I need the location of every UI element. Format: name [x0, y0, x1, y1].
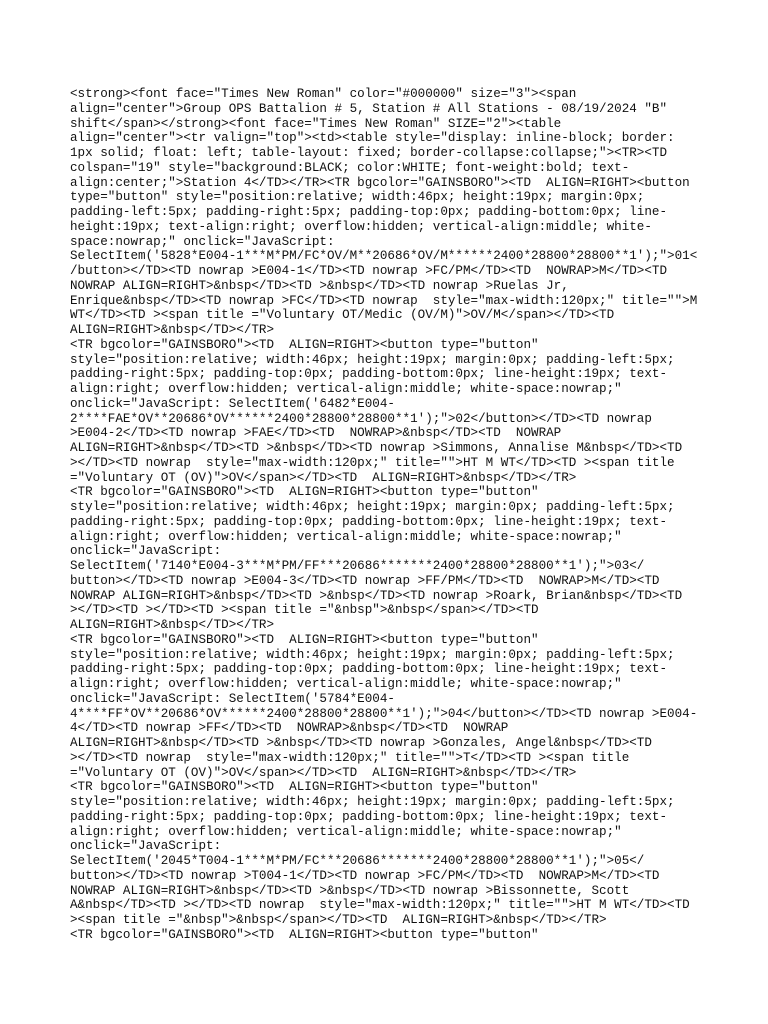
code-line: ><span title ="&nbsp">&nbsp</span></TD><TD ALIGN=RIGHT>&nbsp</TD></TR> [70, 913, 607, 927]
code-line: onclick="JavaScript: SelectItem('6482*E004- [70, 396, 395, 411]
code-line: SelectItem('5828*E004-1***M*PM/FC*OV/M**20686*OV/M******2400*28800*28800**1');">01< [70, 249, 698, 264]
code-line: >E004-2</TD><TD nowrap >FAE</TD><TD NOWRAP>&nbsp</TD><TD NOWRAP [70, 426, 562, 441]
code-line: onclick="JavaScript: [70, 544, 222, 559]
code-line: button></TD><TD nowrap >E004-3</TD><TD nowrap >FF/PM</TD><TD NOWRAP>M</TD><TD [70, 573, 660, 588]
code-line: align:center;">Station 4</TD></TR><TR bgcolor="GAINSBORO"><TD ALIGN=RIGHT><button [70, 175, 690, 190]
code-line: 4****FF*OV**20686*OV******2400*28800*28800**1');">04</button></TD><TD nowrap >E004- [70, 706, 698, 721]
code-line: <TR bgcolor="GAINSBORO"><TD ALIGN=RIGHT><button type="button" [70, 485, 539, 500]
code-line: type="button" style="position:relative; width:46px; height:19px; margin:0px; [70, 190, 645, 205]
code-line: ></TD><TD nowrap style="max-width:120px;" title="">HT M WT</TD><TD ><span title [70, 455, 675, 470]
code-line: padding-right:5px; padding-top:0px; padding-bottom:0px; line-height:19px; text- [70, 662, 668, 677]
code-line: SelectItem('2045*T004-1***M*PM/FC***20686*******2400*28800*28800**1');">05</ [70, 854, 645, 868]
code-line: NOWRAP ALIGN=RIGHT>&nbsp</TD><TD >&nbsp</TD><TD nowrap >Bissonnette, Scott [70, 883, 630, 898]
code-line: 2****FAE*OV**20686*OV******2400*28800*28800**1');">02</button></TD><TD nowrap [70, 411, 652, 426]
code-line: align:right; overflow:hidden; vertical-align:middle; white-space:nowrap;" [70, 824, 622, 839]
code-line: 1px solid; float: left; table-layout: fixed; border-collapse:collapse;"><TR><TD [70, 146, 668, 160]
code-line: button></TD><TD nowrap >T004-1</TD><TD nowrap >FC/PM</TD><TD NOWRAP>M</TD><TD [70, 868, 660, 883]
code-line: space:nowrap;" onclick="JavaScript: [70, 234, 335, 249]
code-line: shift</span></strong><font face="Times New Roman" SIZE="2"><table [70, 116, 562, 131]
code-line: padding-right:5px; padding-top:0px; padding-bottom:0px; line-height:19px; text- [70, 809, 668, 824]
code-line: ="Voluntary OT (OV)">OV</span></TD><TD ALIGN=RIGHT>&nbsp</TD></TR> [70, 765, 577, 780]
code-line: ALIGN=RIGHT>&nbsp</TD><TD >&nbsp</TD><TD nowrap >Simmons, Annalise M&nbsp</TD><TD [70, 441, 683, 455]
code-line: height:19px; text-align:right; overflow:hidden; vertical-align:middle; white- [70, 219, 652, 234]
code-line: ="Voluntary OT (OV)">OV</span></TD><TD ALIGN=RIGHT>&nbsp</TD></TR> [70, 470, 577, 485]
code-line: Enrique&nbsp</TD><TD nowrap >FC</TD><TD nowrap style="max-width:120px;" title="">M [70, 293, 698, 308]
code-line: align:right; overflow:hidden; vertical-align:middle; white-space:nowrap;" [70, 382, 622, 396]
code-line: <TR bgcolor="GAINSBORO"><TD ALIGN=RIGHT><button type="button" [70, 780, 539, 795]
source-code-document [70, 87, 710, 943]
code-line: colspan="19" style="background:BLACK; color:WHITE; font-weight:bold; text- [70, 160, 630, 175]
code-line: SelectItem('7140*E004-3***M*PM/FF***20686*******2400*28800*28800**1');">03</ [70, 559, 645, 573]
code-line: <TR bgcolor="GAINSBORO"><TD ALIGN=RIGHT><button type="button" [70, 632, 539, 647]
code-line: ALIGN=RIGHT>&nbsp</TD></TR> [70, 323, 275, 337]
code-line: align="center">Group OPS Battalion # 5, Station # All Stations - 08/19/2024 "B" [70, 101, 668, 116]
code-line: 4</TD><TD nowrap >FF</TD><TD NOWRAP>&nbsp</TD><TD NOWRAP [70, 721, 509, 736]
code-line: align="center"><tr valign="top"><td><table style="display: inline-block; border: [70, 131, 675, 146]
code-line: style="position:relative; width:46px; height:19px; margin:0px; padding-left:5px; [70, 647, 675, 662]
code-line: ></TD><TD nowrap style="max-width:120px;" title="">T</TD><TD ><span title [70, 750, 630, 765]
code-line: WT</TD><TD ><span title ="Voluntary OT/Medic (OV/M)">OV/M</span></TD><TD [70, 308, 615, 323]
code-line: style="position:relative; width:46px; height:19px; margin:0px; padding-left:5px; [70, 500, 675, 514]
code-line: /button></TD><TD nowrap >E004-1</TD><TD nowrap >FC/PM</TD><TD NOWRAP>M</TD><TD [70, 264, 668, 278]
code-line: NOWRAP ALIGN=RIGHT>&nbsp</TD><TD >&nbsp</TD><TD nowrap >Roark, Brian&nbsp</TD><TD [70, 588, 683, 603]
code-line: padding-right:5px; padding-top:0px; padding-bottom:0px; line-height:19px; text- [70, 514, 668, 529]
code-line: NOWRAP ALIGN=RIGHT>&nbsp</TD><TD >&nbsp</TD><TD nowrap >Ruelas Jr, [70, 278, 569, 293]
code-line: <TR bgcolor="GAINSBORO"><TD ALIGN=RIGHT><button type="button" [70, 927, 539, 942]
code-line: onclick="JavaScript: SelectItem('5784*E004- [70, 691, 395, 706]
code-line: style="position:relative; width:46px; height:19px; margin:0px; padding-left:5px; [70, 795, 675, 809]
code-line: <TR bgcolor="GAINSBORO"><TD ALIGN=RIGHT><button type="button" [70, 337, 539, 352]
code-line: align:right; overflow:hidden; vertical-align:middle; white-space:nowrap;" [70, 677, 622, 691]
code-line: style="position:relative; width:46px; height:19px; margin:0px; padding-left:5px; [70, 352, 675, 367]
code-line: ></TD><TD ></TD><TD ><span title ="&nbsp">&nbsp</span></TD><TD [70, 603, 539, 618]
code-line: ALIGN=RIGHT>&nbsp</TD></TR> [70, 618, 275, 632]
code-line: padding-right:5px; padding-top:0px; padding-bottom:0px; line-height:19px; text- [70, 367, 668, 382]
code-line: padding-left:5px; padding-right:5px; padding-top:0px; padding-bottom:0px; line- [70, 205, 668, 219]
code-line: <strong><font face="Times New Roman" color="#000000" size="3"><span [70, 87, 577, 101]
code-line: ALIGN=RIGHT>&nbsp</TD><TD >&nbsp</TD><TD nowrap >Gonzales, Angel&nbsp</TD><TD [70, 736, 652, 750]
code-line: A&nbsp</TD><TD ></TD><TD nowrap style="max-width:120px;" title="">HT M WT</TD><TD [70, 898, 690, 913]
code-line: align:right; overflow:hidden; vertical-align:middle; white-space:nowrap;" [70, 529, 622, 544]
code-line: onclick="JavaScript: [70, 839, 222, 854]
